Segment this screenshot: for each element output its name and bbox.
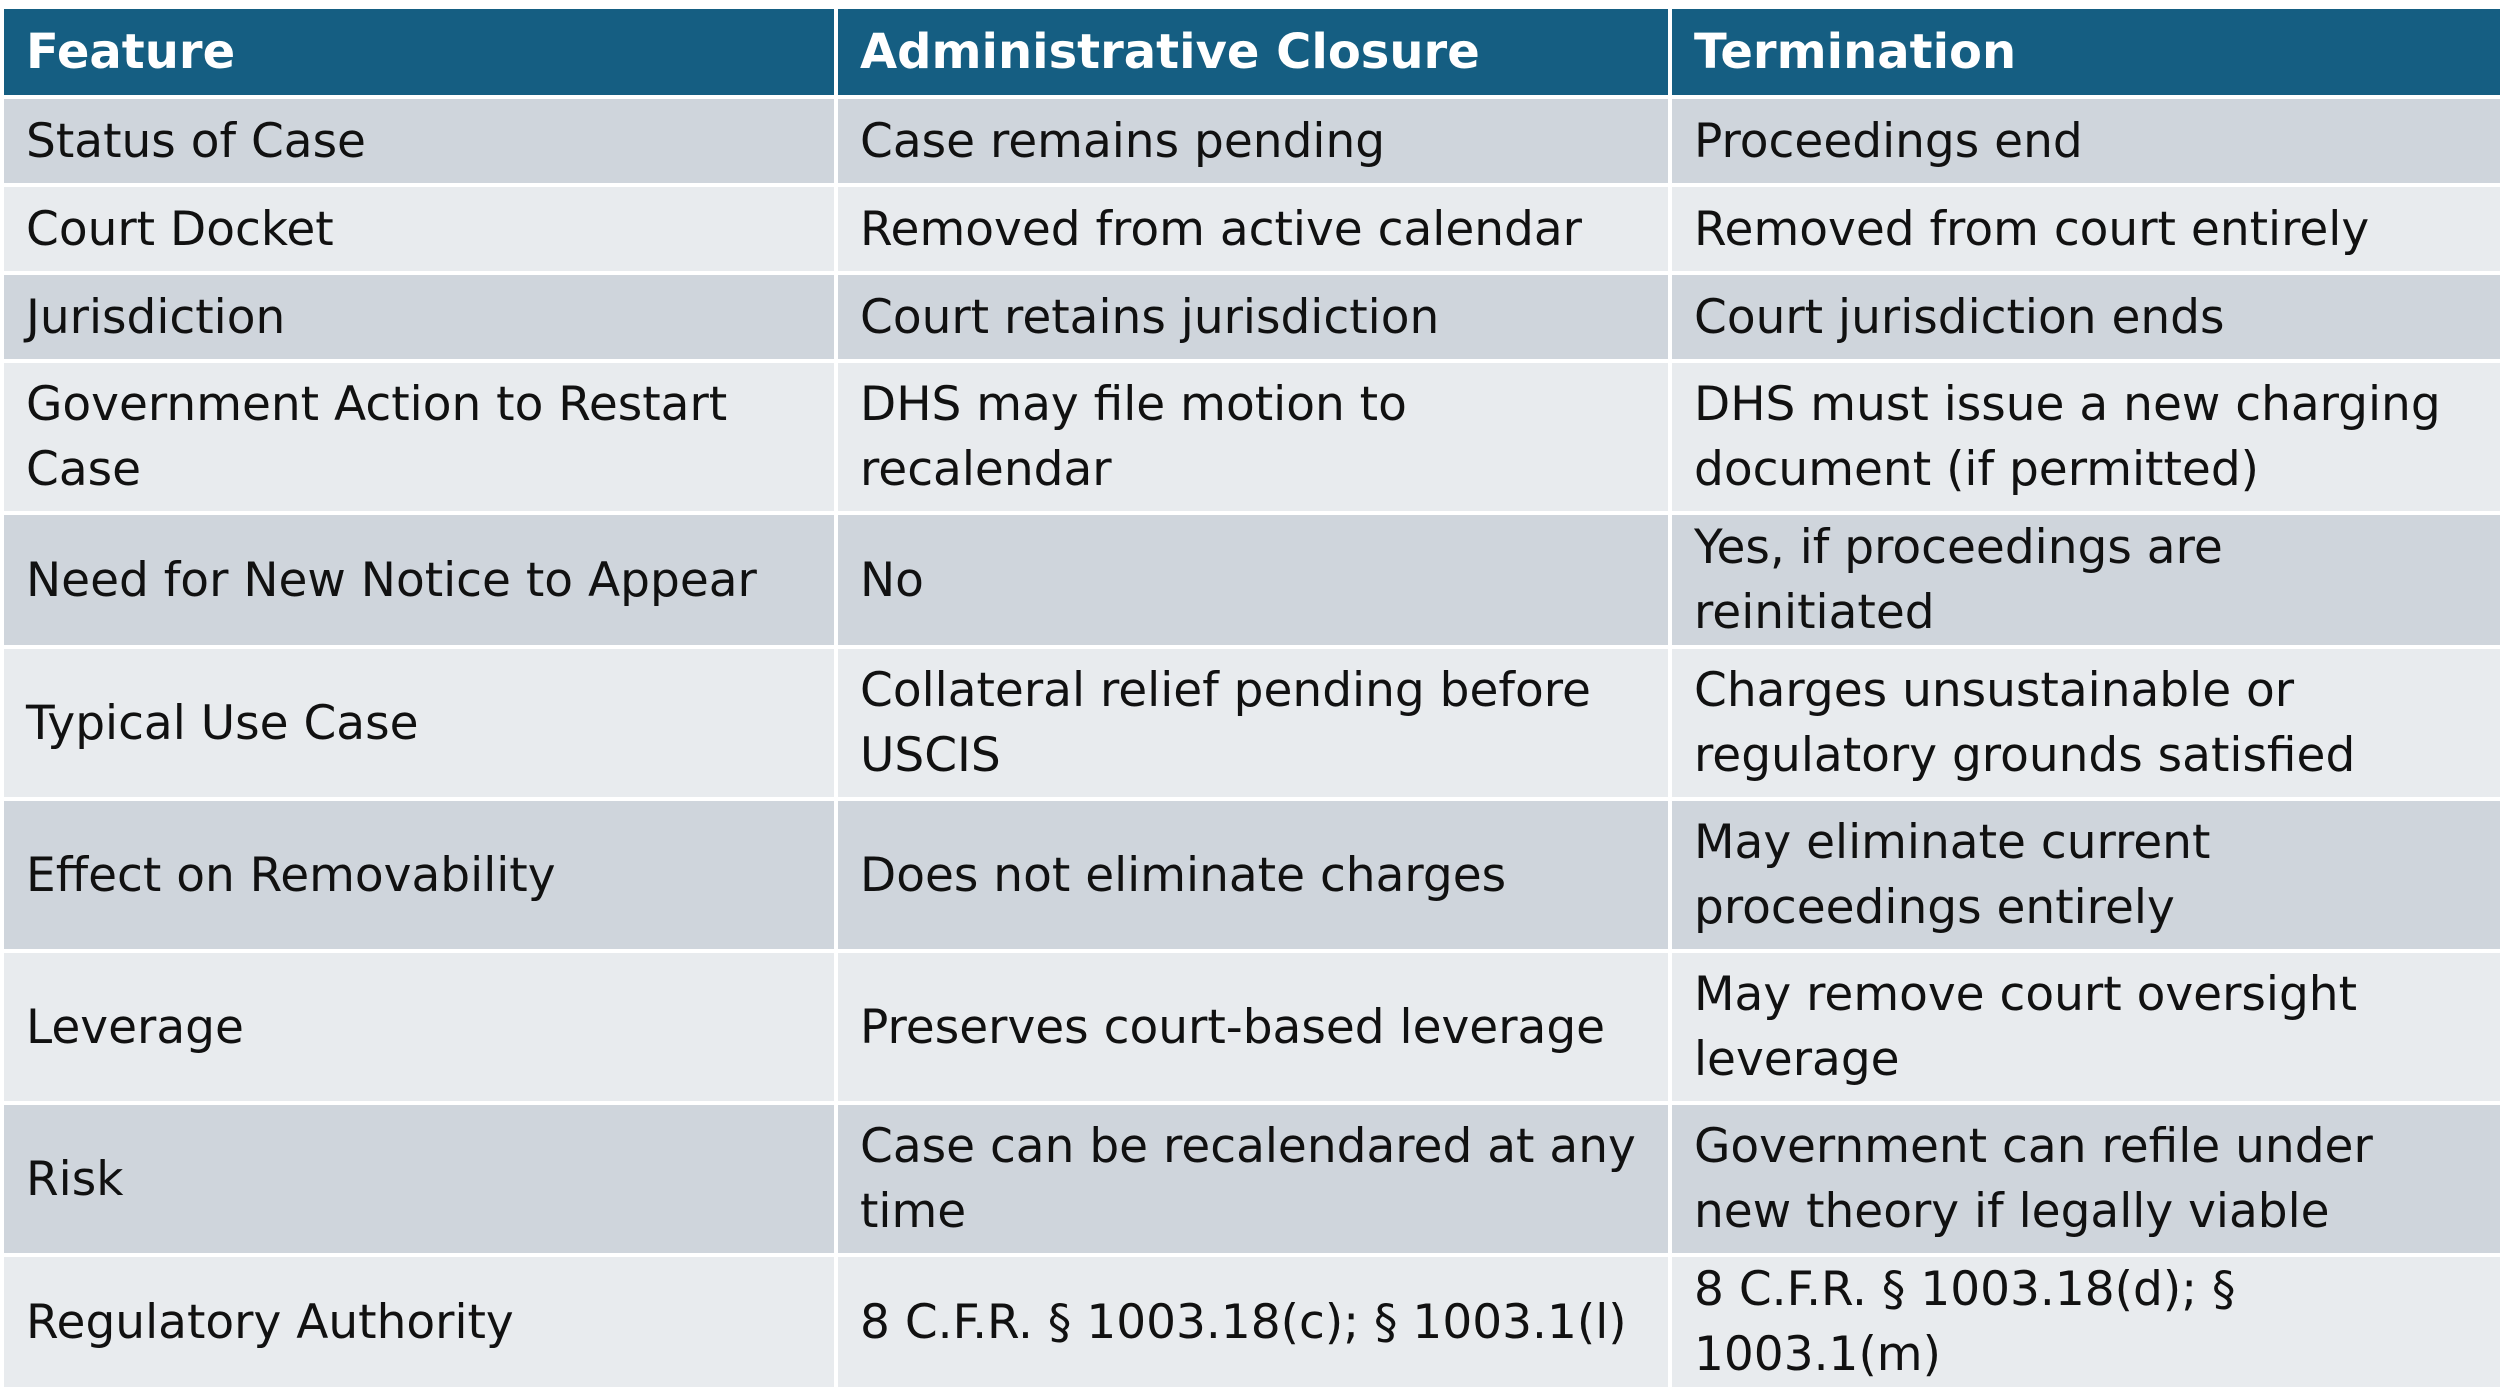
- termination-cell: Yes, if proceedings are reinitiated: [1670, 513, 2500, 647]
- feature-cell: Risk: [2, 1103, 836, 1255]
- feature-cell: Effect on Removability: [2, 799, 836, 951]
- feature-cell: Status of Case: [2, 97, 836, 185]
- feature-cell: Need for New Notice to Appear: [2, 513, 836, 647]
- termination-cell: Removed from court entirely: [1670, 185, 2500, 273]
- table-row: [2, 273, 2500, 361]
- feature-cell: Leverage: [2, 951, 836, 1103]
- administrative-closure-cell: Case can be recalendared at any time: [836, 1103, 1670, 1255]
- administrative-closure-cell: Collateral relief pending before USCIS: [836, 647, 1670, 799]
- feature-cell: Court Docket: [2, 185, 836, 273]
- table-row: [2, 97, 2500, 185]
- header-administrative-closure: Administrative Closure: [836, 7, 1670, 97]
- administrative-closure-cell: 8 C.F.R. § 1003.18(c); § 1003.1(l): [836, 1255, 1670, 1389]
- termination-cell: May eliminate current proceedings entirely: [1670, 799, 2500, 951]
- feature-cell: Government Action to Restart Case: [2, 361, 836, 513]
- feature-cell: Regulatory Authority: [2, 1255, 836, 1389]
- termination-cell: May remove court oversight leverage: [1670, 951, 2500, 1103]
- table-row: [2, 513, 2500, 647]
- feature-cell: Typical Use Case: [2, 647, 836, 799]
- header-termination: Termination: [1670, 7, 2500, 97]
- table-row: [2, 361, 2500, 513]
- administrative-closure-cell: Does not eliminate charges: [836, 799, 1670, 951]
- table-row: [2, 1255, 2500, 1389]
- administrative-closure-cell: Court retains jurisdiction: [836, 273, 1670, 361]
- administrative-closure-cell: DHS may file motion to recalendar: [836, 361, 1670, 513]
- table-row: [2, 647, 2500, 799]
- header-feature: Feature: [2, 7, 836, 97]
- termination-cell: 8 C.F.R. § 1003.18(d); § 1003.1(m): [1670, 1255, 2500, 1389]
- feature-cell: Jurisdiction: [2, 273, 836, 361]
- termination-cell: Charges unsustainable or regulatory grounds satisfied: [1670, 647, 2500, 799]
- table-row: [2, 185, 2500, 273]
- termination-cell: Government can refile under new theory if legally viable: [1670, 1103, 2500, 1255]
- comparison-table: [0, 5, 2500, 1391]
- administrative-closure-cell: Case remains pending: [836, 97, 1670, 185]
- table-row: [2, 1103, 2500, 1255]
- termination-cell: DHS must issue a new charging document (if permitted): [1670, 361, 2500, 513]
- administrative-closure-cell: Preserves court-based leverage: [836, 951, 1670, 1103]
- termination-cell: Court jurisdiction ends: [1670, 273, 2500, 361]
- table-row: [2, 799, 2500, 951]
- table-row: [2, 951, 2500, 1103]
- administrative-closure-cell: Removed from active calendar: [836, 185, 1670, 273]
- header-row: [2, 7, 2500, 97]
- administrative-closure-cell: No: [836, 513, 1670, 647]
- termination-cell: Proceedings end: [1670, 97, 2500, 185]
